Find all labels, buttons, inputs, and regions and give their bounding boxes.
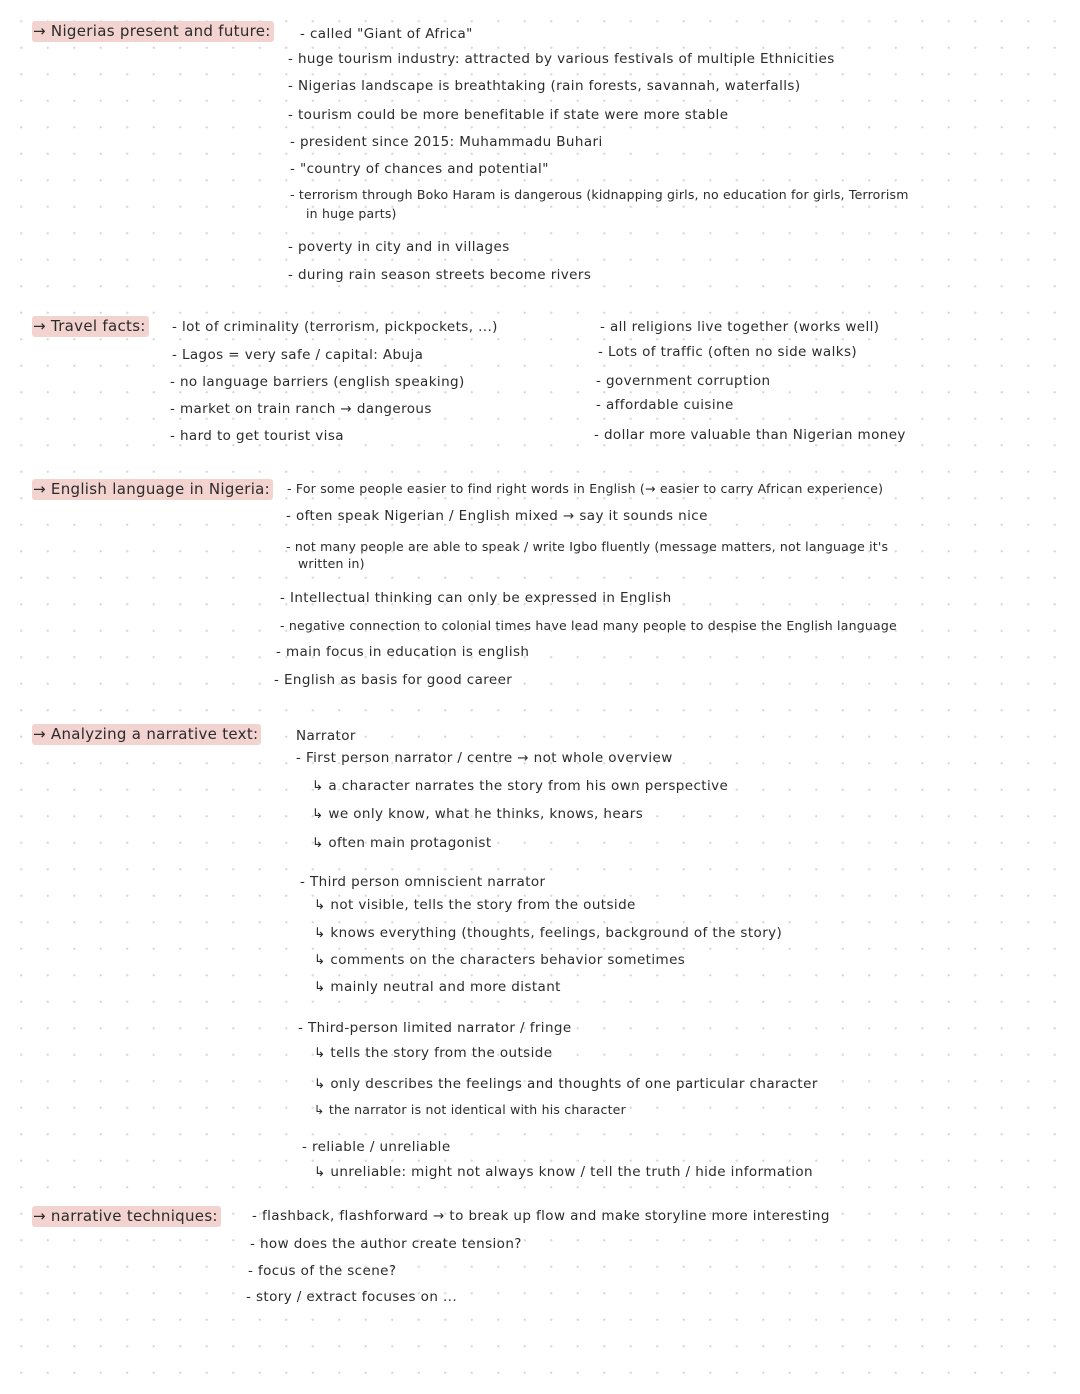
- travel-item: - Lagos = very safe / capital: Abuja: [172, 347, 424, 363]
- english-item-cont: written in): [298, 556, 365, 571]
- nigeria-item: - during rain season streets become rivers: [288, 267, 592, 283]
- narrative-item: ↳ we only know, what he thinks, knows, hears: [312, 806, 644, 822]
- narrative-item: ↳ mainly neutral and more distant: [314, 979, 561, 995]
- travel-item: - lot of criminality (terrorism, pickpockets, ...): [172, 319, 498, 335]
- nigeria-item: - huge tourism industry: attracted by various festivals of multiple Ethnicities: [288, 51, 835, 67]
- techniques-item: - how does the author create tension?: [250, 1236, 522, 1252]
- narrative-item: - First person narrator / centre → not whole overview: [296, 750, 673, 766]
- heading-narrative: [32, 725, 261, 743]
- narrative-item: ↳ the narrator is not identical with his character: [314, 1102, 626, 1117]
- english-item: - negative connection to colonial times have lead many people to despise the English language: [280, 618, 897, 633]
- narrative-item: ↳ a character narrates the story from his own perspective: [312, 778, 729, 794]
- nigeria-item: - poverty in city and in villages: [288, 239, 510, 255]
- narrative-item: ↳ comments on the characters behavior sometimes: [314, 952, 686, 968]
- nigeria-item-cont: in huge parts): [306, 206, 397, 221]
- travel-item-right: - all religions live together (works well): [600, 319, 880, 335]
- narrative-narrator-label: Narrator: [296, 728, 356, 744]
- english-item: - English as basis for good career: [274, 672, 513, 688]
- narrative-item: ↳ unreliable: might not always know / tell the truth / hide information: [314, 1164, 813, 1180]
- heading-travel-text: → Travel facts:: [32, 316, 149, 337]
- heading-nigeria-text: → Nigerias present and future:: [32, 21, 274, 42]
- travel-item-right: - dollar more valuable than Nigerian money: [594, 427, 906, 443]
- narrative-item: - Third-person limited narrator / fringe: [298, 1020, 572, 1036]
- travel-item-right: - affordable cuisine: [596, 397, 734, 413]
- narrative-item: ↳ tells the story from the outside: [314, 1045, 553, 1061]
- english-item: - For some people easier to find right words in English (→ easier to carry African experience): [287, 481, 884, 496]
- heading-techniques: [32, 1207, 221, 1225]
- heading-narrative-text: → Analyzing a narrative text:: [32, 724, 261, 745]
- nigeria-item: - Nigerias landscape is breathtaking (rain forests, savannah, waterfalls): [288, 78, 801, 94]
- nigeria-item: - "country of chances and potential": [290, 161, 549, 177]
- travel-item: - hard to get tourist visa: [170, 428, 344, 444]
- techniques-item: - story / extract focuses on ...: [246, 1289, 458, 1305]
- english-item: - Intellectual thinking can only be expressed in English: [280, 590, 672, 606]
- techniques-item: - flashback, flashforward → to break up flow and make storyline more interesting: [252, 1208, 830, 1224]
- nigeria-item: - tourism could be more benefitable if state were more stable: [288, 107, 729, 123]
- english-item: - often speak Nigerian / English mixed → say it sounds nice: [286, 508, 708, 524]
- travel-item-right: - Lots of traffic (often no side walks): [598, 344, 858, 360]
- travel-item: - market on train ranch → dangerous: [170, 401, 432, 417]
- narrative-item: ↳ not visible, tells the story from the outside: [314, 897, 636, 913]
- narrative-item: - Third person omniscient narrator: [300, 874, 546, 890]
- narrative-item: ↳ often main protagonist: [312, 835, 492, 851]
- heading-nigeria: [32, 22, 274, 40]
- nigeria-item: - terrorism through Boko Haram is dangerous (kidnapping girls, no education for girls, Terrorism: [290, 187, 909, 202]
- heading-travel: [32, 317, 149, 335]
- english-item: - main focus in education is english: [276, 644, 530, 660]
- travel-item-right: - government corruption: [596, 373, 771, 389]
- narrative-item: ↳ only describes the feelings and thoughts of one particular character: [314, 1076, 818, 1092]
- travel-item: - no language barriers (english speaking): [170, 374, 465, 390]
- narrative-item: - reliable / unreliable: [302, 1139, 451, 1155]
- heading-english-text: → English language in Nigeria:: [32, 479, 273, 500]
- heading-techniques-text: → narrative techniques:: [32, 1206, 221, 1227]
- techniques-item: - focus of the scene?: [248, 1263, 397, 1279]
- nigeria-item: - called "Giant of Africa": [300, 26, 473, 42]
- nigeria-item: - president since 2015: Muhammadu Buhari: [290, 134, 603, 150]
- heading-english: [32, 480, 273, 498]
- narrative-item: ↳ knows everything (thoughts, feelings, background of the story): [314, 925, 783, 941]
- english-item: - not many people are able to speak / write Igbo fluently (message matters, not language it's: [286, 539, 889, 554]
